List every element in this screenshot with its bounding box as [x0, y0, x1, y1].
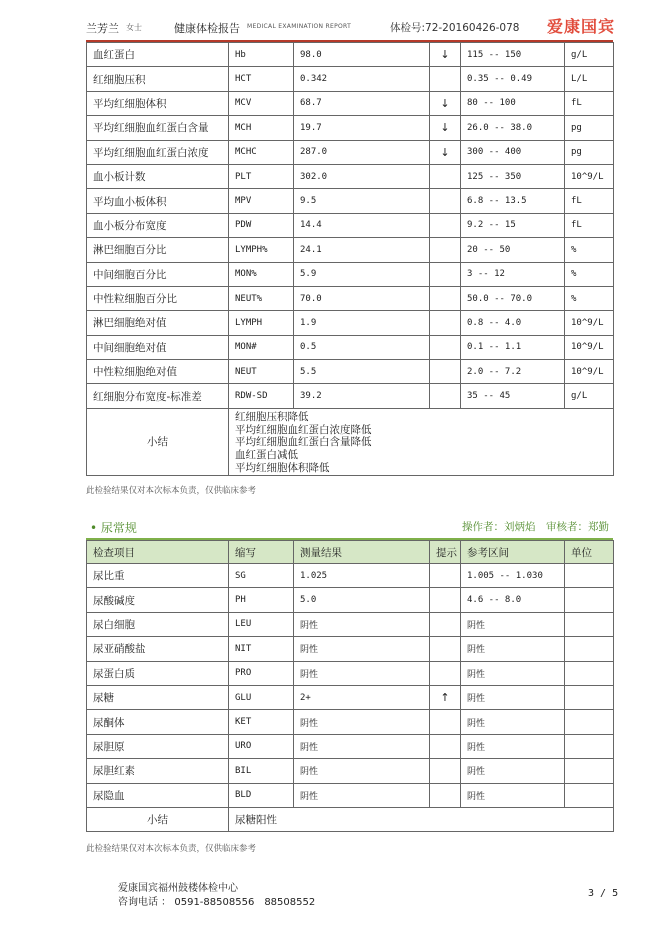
- reference-cell: 3 -- 12: [461, 262, 565, 286]
- abbr-cell: LEU: [229, 612, 294, 636]
- unit-cell: [565, 759, 614, 783]
- flag-cell: [430, 588, 461, 612]
- flag-cell: [430, 734, 461, 758]
- value-cell: 24.1: [294, 238, 430, 262]
- flag-cell: [430, 67, 461, 91]
- flag-cell: ↓: [430, 116, 461, 140]
- unit-cell: 10^9/L: [565, 335, 614, 359]
- table-row: [87, 612, 614, 636]
- value-cell: 5.0: [294, 588, 430, 612]
- summary-label: 小结: [87, 408, 229, 475]
- flag-cell: ↑: [430, 685, 461, 709]
- summary-line: 平均红细胞体积降低: [235, 461, 330, 474]
- table-row: [87, 734, 614, 758]
- summary-row: [87, 807, 614, 831]
- reference-cell: 9.2 -- 15: [461, 213, 565, 237]
- table-row: [87, 238, 614, 262]
- abbr-cell: GLU: [229, 685, 294, 709]
- value-cell: 302.0: [294, 164, 430, 188]
- table-row: [87, 67, 614, 91]
- reference-cell: 6.8 -- 13.5: [461, 189, 565, 213]
- reference-cell: 阴性: [461, 783, 565, 807]
- unit-cell: %: [565, 238, 614, 262]
- flag-cell: [430, 213, 461, 237]
- flag-cell: [430, 164, 461, 188]
- abbr-cell: LYMPH: [229, 311, 294, 335]
- item-cell: 血小板计数: [87, 164, 229, 188]
- reference-cell: 50.0 -- 70.0: [461, 286, 565, 310]
- table-row: [87, 360, 614, 384]
- summary-row: [87, 408, 614, 475]
- unit-cell: [565, 685, 614, 709]
- table-row: [87, 637, 614, 661]
- reference-cell: 阴性: [461, 612, 565, 636]
- unit-cell: [565, 783, 614, 807]
- table-row: [87, 262, 614, 286]
- value-cell: 1.025: [294, 564, 430, 588]
- urine-test-table: [86, 540, 614, 832]
- summary-line: 平均红细胞血红蛋白含量降低: [235, 436, 372, 449]
- unit-cell: fL: [565, 91, 614, 115]
- table-row: [87, 164, 614, 188]
- item-cell: 红细胞压积: [87, 67, 229, 91]
- table-header-row: [87, 541, 614, 564]
- reference-cell: 0.1 -- 1.1: [461, 335, 565, 359]
- abbr-cell: LYMPH%: [229, 238, 294, 262]
- abbr-cell: MCHC: [229, 140, 294, 164]
- urine-section-title: • 尿常规: [90, 521, 137, 535]
- column-header: 参考区间: [461, 541, 565, 564]
- reference-cell: 阴性: [461, 710, 565, 734]
- flag-cell: [430, 384, 461, 408]
- value-cell: 2+: [294, 685, 430, 709]
- item-cell: 淋巴细胞百分比: [87, 238, 229, 262]
- item-cell: 尿糖: [87, 685, 229, 709]
- flag-cell: [430, 286, 461, 310]
- abbr-cell: PH: [229, 588, 294, 612]
- value-cell: 阴性: [294, 759, 430, 783]
- summary-line: 红细胞压积降低: [235, 410, 309, 423]
- page-number: 3 / 5: [588, 888, 619, 899]
- table-row: [87, 213, 614, 237]
- flag-cell: [430, 759, 461, 783]
- value-cell: 阴性: [294, 710, 430, 734]
- brand-logo: 爱康国宾: [546, 17, 615, 36]
- flag-cell: [430, 661, 461, 685]
- table-row: [87, 335, 614, 359]
- abbr-cell: URO: [229, 734, 294, 758]
- table-row: [87, 189, 614, 213]
- flag-cell: [430, 335, 461, 359]
- table-row: [87, 140, 614, 164]
- table-row: [87, 710, 614, 734]
- table-row: [87, 588, 614, 612]
- reference-cell: 阴性: [461, 685, 565, 709]
- table-row: [87, 759, 614, 783]
- value-cell: 5.9: [294, 262, 430, 286]
- item-cell: 淋巴细胞绝对值: [87, 311, 229, 335]
- item-cell: 平均红细胞血红蛋白浓度: [87, 140, 229, 164]
- table-row: [87, 661, 614, 685]
- abbr-cell: NIT: [229, 637, 294, 661]
- reference-cell: 阴性: [461, 661, 565, 685]
- footer: [118, 882, 315, 910]
- value-cell: 70.0: [294, 286, 430, 310]
- abbr-cell: MON%: [229, 262, 294, 286]
- value-cell: 阴性: [294, 612, 430, 636]
- blood-disclaimer: 此检验结果仅对本次标本负责，仅供临床参考: [86, 486, 257, 496]
- item-cell: 红细胞分布宽度-标准差: [87, 384, 229, 408]
- item-cell: 中性粒细胞百分比: [87, 286, 229, 310]
- unit-cell: %: [565, 286, 614, 310]
- summary-label: 小结: [87, 807, 229, 831]
- value-cell: 0.342: [294, 67, 430, 91]
- value-cell: 阴性: [294, 637, 430, 661]
- urine-disclaimer: 此检验结果仅对本次标本负责，仅供临床参考: [86, 844, 257, 854]
- column-header: 提示: [430, 541, 461, 564]
- flag-cell: [430, 564, 461, 588]
- operator-info: 操作者：刘炳焰 审核者：郑勤: [462, 521, 609, 533]
- reference-cell: 0.35 -- 0.49: [461, 67, 565, 91]
- patient-gender: 女士: [126, 23, 142, 32]
- item-cell: 尿亚硝酸盐: [87, 637, 229, 661]
- unit-cell: 10^9/L: [565, 311, 614, 335]
- item-cell: 中间细胞绝对值: [87, 335, 229, 359]
- unit-cell: L/L: [565, 67, 614, 91]
- item-cell: 中性粒细胞绝对值: [87, 360, 229, 384]
- column-header: 测量结果: [294, 541, 430, 564]
- exam-number: 体检号:72-20160426-078: [390, 22, 520, 34]
- reference-cell: 26.0 -- 38.0: [461, 116, 565, 140]
- unit-cell: fL: [565, 213, 614, 237]
- flag-cell: ↓: [430, 43, 461, 67]
- abbr-cell: MPV: [229, 189, 294, 213]
- abbr-cell: MCV: [229, 91, 294, 115]
- table-row: [87, 43, 614, 67]
- blood-test-table: [86, 42, 614, 476]
- item-cell: 平均血小板体积: [87, 189, 229, 213]
- flag-cell: [430, 710, 461, 734]
- value-cell: 14.4: [294, 213, 430, 237]
- value-cell: 阴性: [294, 783, 430, 807]
- item-cell: 平均红细胞血红蛋白含量: [87, 116, 229, 140]
- summary-line: 血红蛋白减低: [235, 448, 298, 461]
- summary-text: 尿糖阳性: [229, 807, 614, 831]
- value-cell: 287.0: [294, 140, 430, 164]
- table-row: [87, 564, 614, 588]
- unit-cell: %: [565, 262, 614, 286]
- value-cell: 阴性: [294, 661, 430, 685]
- value-cell: 9.5: [294, 189, 430, 213]
- table-row: [87, 311, 614, 335]
- unit-cell: [565, 588, 614, 612]
- unit-cell: 10^9/L: [565, 360, 614, 384]
- abbr-cell: Hb: [229, 43, 294, 67]
- abbr-cell: MON#: [229, 335, 294, 359]
- unit-cell: g/L: [565, 384, 614, 408]
- flag-cell: [430, 783, 461, 807]
- patient-name: 兰芳兰: [86, 22, 119, 35]
- flag-cell: [430, 637, 461, 661]
- item-cell: 尿胆原: [87, 734, 229, 758]
- item-cell: 尿比重: [87, 564, 229, 588]
- urine-section-header: [86, 512, 613, 540]
- unit-cell: g/L: [565, 43, 614, 67]
- item-cell: 尿酮体: [87, 710, 229, 734]
- value-cell: 1.9: [294, 311, 430, 335]
- flag-cell: [430, 612, 461, 636]
- reference-cell: 2.0 -- 7.2: [461, 360, 565, 384]
- reference-cell: 阴性: [461, 759, 565, 783]
- unit-cell: [565, 710, 614, 734]
- value-cell: 39.2: [294, 384, 430, 408]
- item-cell: 尿胆红素: [87, 759, 229, 783]
- reference-cell: 115 -- 150: [461, 43, 565, 67]
- column-header: 缩写: [229, 541, 294, 564]
- abbr-cell: BIL: [229, 759, 294, 783]
- table-row: [87, 783, 614, 807]
- abbr-cell: MCH: [229, 116, 294, 140]
- value-cell: 0.5: [294, 335, 430, 359]
- contact-phone: 咨询电话 ： 0591-88508556 88508552: [118, 897, 316, 908]
- flag-cell: [430, 238, 461, 262]
- unit-cell: [565, 661, 614, 685]
- unit-cell: 10^9/L: [565, 164, 614, 188]
- flag-cell: ↓: [430, 91, 461, 115]
- flag-cell: [430, 262, 461, 286]
- flag-cell: [430, 189, 461, 213]
- abbr-cell: BLD: [229, 783, 294, 807]
- reference-cell: 300 -- 400: [461, 140, 565, 164]
- flag-cell: ↓: [430, 140, 461, 164]
- summary-line: 平均红细胞血红蛋白浓度降低: [235, 423, 372, 436]
- organization-name: 爱康国宾福州鼓楼体检中心: [118, 883, 238, 894]
- value-cell: 19.7: [294, 116, 430, 140]
- table-row: [87, 116, 614, 140]
- table-row: [87, 384, 614, 408]
- abbr-cell: NEUT%: [229, 286, 294, 310]
- abbr-cell: PDW: [229, 213, 294, 237]
- column-header: 单位: [565, 541, 614, 564]
- value-cell: 阴性: [294, 734, 430, 758]
- flag-cell: [430, 311, 461, 335]
- reference-cell: 20 -- 50: [461, 238, 565, 262]
- reference-cell: 80 -- 100: [461, 91, 565, 115]
- abbr-cell: PRO: [229, 661, 294, 685]
- item-cell: 血红蛋白: [87, 43, 229, 67]
- unit-cell: [565, 637, 614, 661]
- reference-cell: 35 -- 45: [461, 384, 565, 408]
- unit-cell: pg: [565, 140, 614, 164]
- reference-cell: 125 -- 350: [461, 164, 565, 188]
- abbr-cell: RDW-SD: [229, 384, 294, 408]
- table-row: [87, 286, 614, 310]
- abbr-cell: SG: [229, 564, 294, 588]
- flag-cell: [430, 360, 461, 384]
- reference-cell: 0.8 -- 4.0: [461, 311, 565, 335]
- item-cell: 中间细胞百分比: [87, 262, 229, 286]
- unit-cell: [565, 612, 614, 636]
- abbr-cell: NEUT: [229, 360, 294, 384]
- table-row: [87, 91, 614, 115]
- abbr-cell: HCT: [229, 67, 294, 91]
- value-cell: 68.7: [294, 91, 430, 115]
- item-cell: 尿隐血: [87, 783, 229, 807]
- abbr-cell: PLT: [229, 164, 294, 188]
- item-cell: 平均红细胞体积: [87, 91, 229, 115]
- item-cell: 尿白细胞: [87, 612, 229, 636]
- unit-cell: [565, 564, 614, 588]
- reference-cell: 1.005 -- 1.030: [461, 564, 565, 588]
- report-title: 健康体检报告: [174, 22, 240, 35]
- reference-cell: 阴性: [461, 734, 565, 758]
- item-cell: 尿蛋白质: [87, 661, 229, 685]
- unit-cell: fL: [565, 189, 614, 213]
- abbr-cell: KET: [229, 710, 294, 734]
- value-cell: 5.5: [294, 360, 430, 384]
- unit-cell: [565, 734, 614, 758]
- report-title-en: MEDICAL EXAMINATION REPORT: [247, 23, 352, 30]
- item-cell: 尿酸碱度: [87, 588, 229, 612]
- table-row: [87, 685, 614, 709]
- report-header: [86, 14, 613, 38]
- summary-text: [229, 408, 614, 475]
- reference-cell: 4.6 -- 8.0: [461, 588, 565, 612]
- column-header: 检查项目: [87, 541, 229, 564]
- item-cell: 血小板分布宽度: [87, 213, 229, 237]
- value-cell: 98.0: [294, 43, 430, 67]
- unit-cell: pg: [565, 116, 614, 140]
- reference-cell: 阴性: [461, 637, 565, 661]
